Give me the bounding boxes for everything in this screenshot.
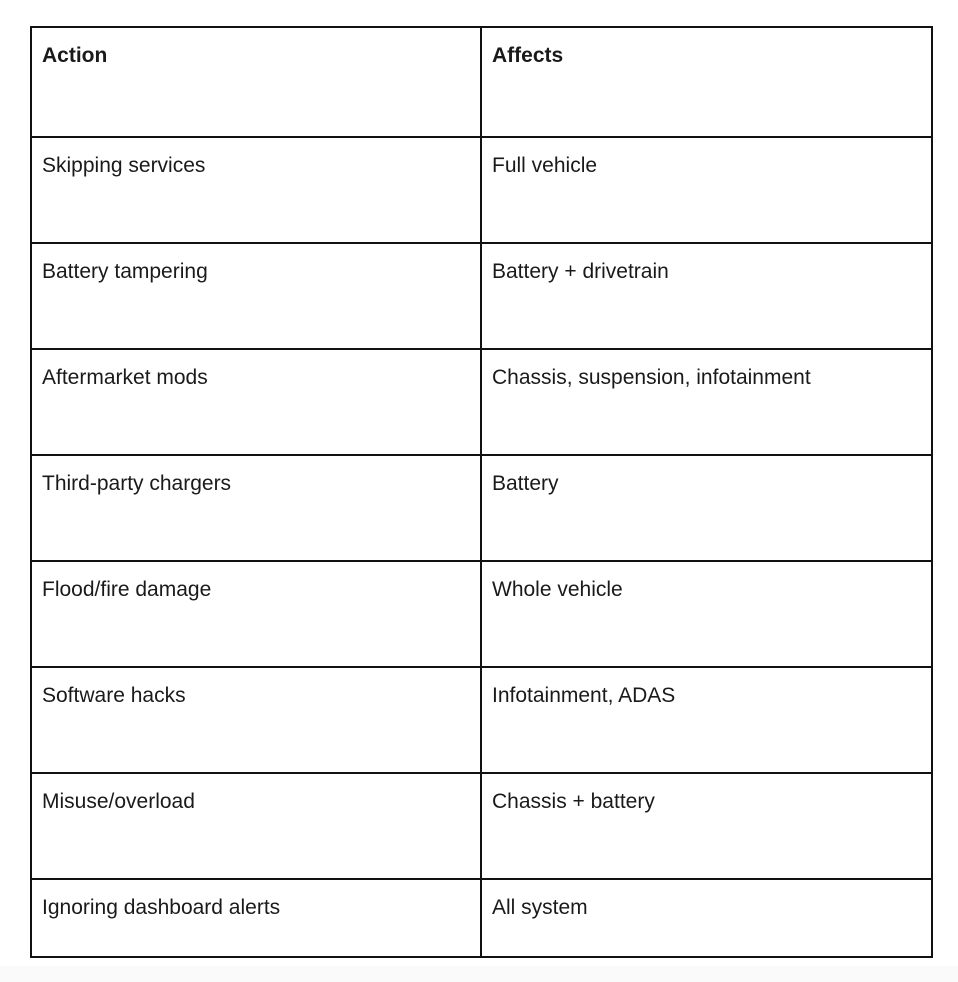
cell-affects: Whole vehicle — [481, 561, 932, 667]
table-row — [31, 137, 932, 243]
header-affects: Affects — [481, 27, 932, 137]
table-row — [31, 455, 932, 561]
cell-action: Aftermarket mods — [31, 349, 481, 455]
action-affects-table — [30, 26, 933, 958]
cell-action: Battery tampering — [31, 243, 481, 349]
cell-action: Software hacks — [31, 667, 481, 773]
header-action: Action — [31, 27, 481, 137]
cell-action: Misuse/overload — [31, 773, 481, 879]
cell-action: Skipping services — [31, 137, 481, 243]
cell-affects: Chassis, suspension, infotainment — [481, 349, 932, 455]
table-header-row — [31, 27, 932, 137]
cell-action: Flood/fire damage — [31, 561, 481, 667]
cell-action: Third-party chargers — [31, 455, 481, 561]
cell-action: Ignoring dashboard alerts — [31, 879, 481, 957]
cell-affects: Battery + drivetrain — [481, 243, 932, 349]
table-row — [31, 349, 932, 455]
cell-affects: Full vehicle — [481, 137, 932, 243]
cell-affects: All system — [481, 879, 932, 957]
cell-affects: Battery — [481, 455, 932, 561]
table-row — [31, 561, 932, 667]
table-row — [31, 667, 932, 773]
table-row — [31, 879, 932, 957]
table-row — [31, 243, 932, 349]
cell-affects: Infotainment, ADAS — [481, 667, 932, 773]
table-row — [31, 773, 932, 879]
cell-affects: Chassis + battery — [481, 773, 932, 879]
